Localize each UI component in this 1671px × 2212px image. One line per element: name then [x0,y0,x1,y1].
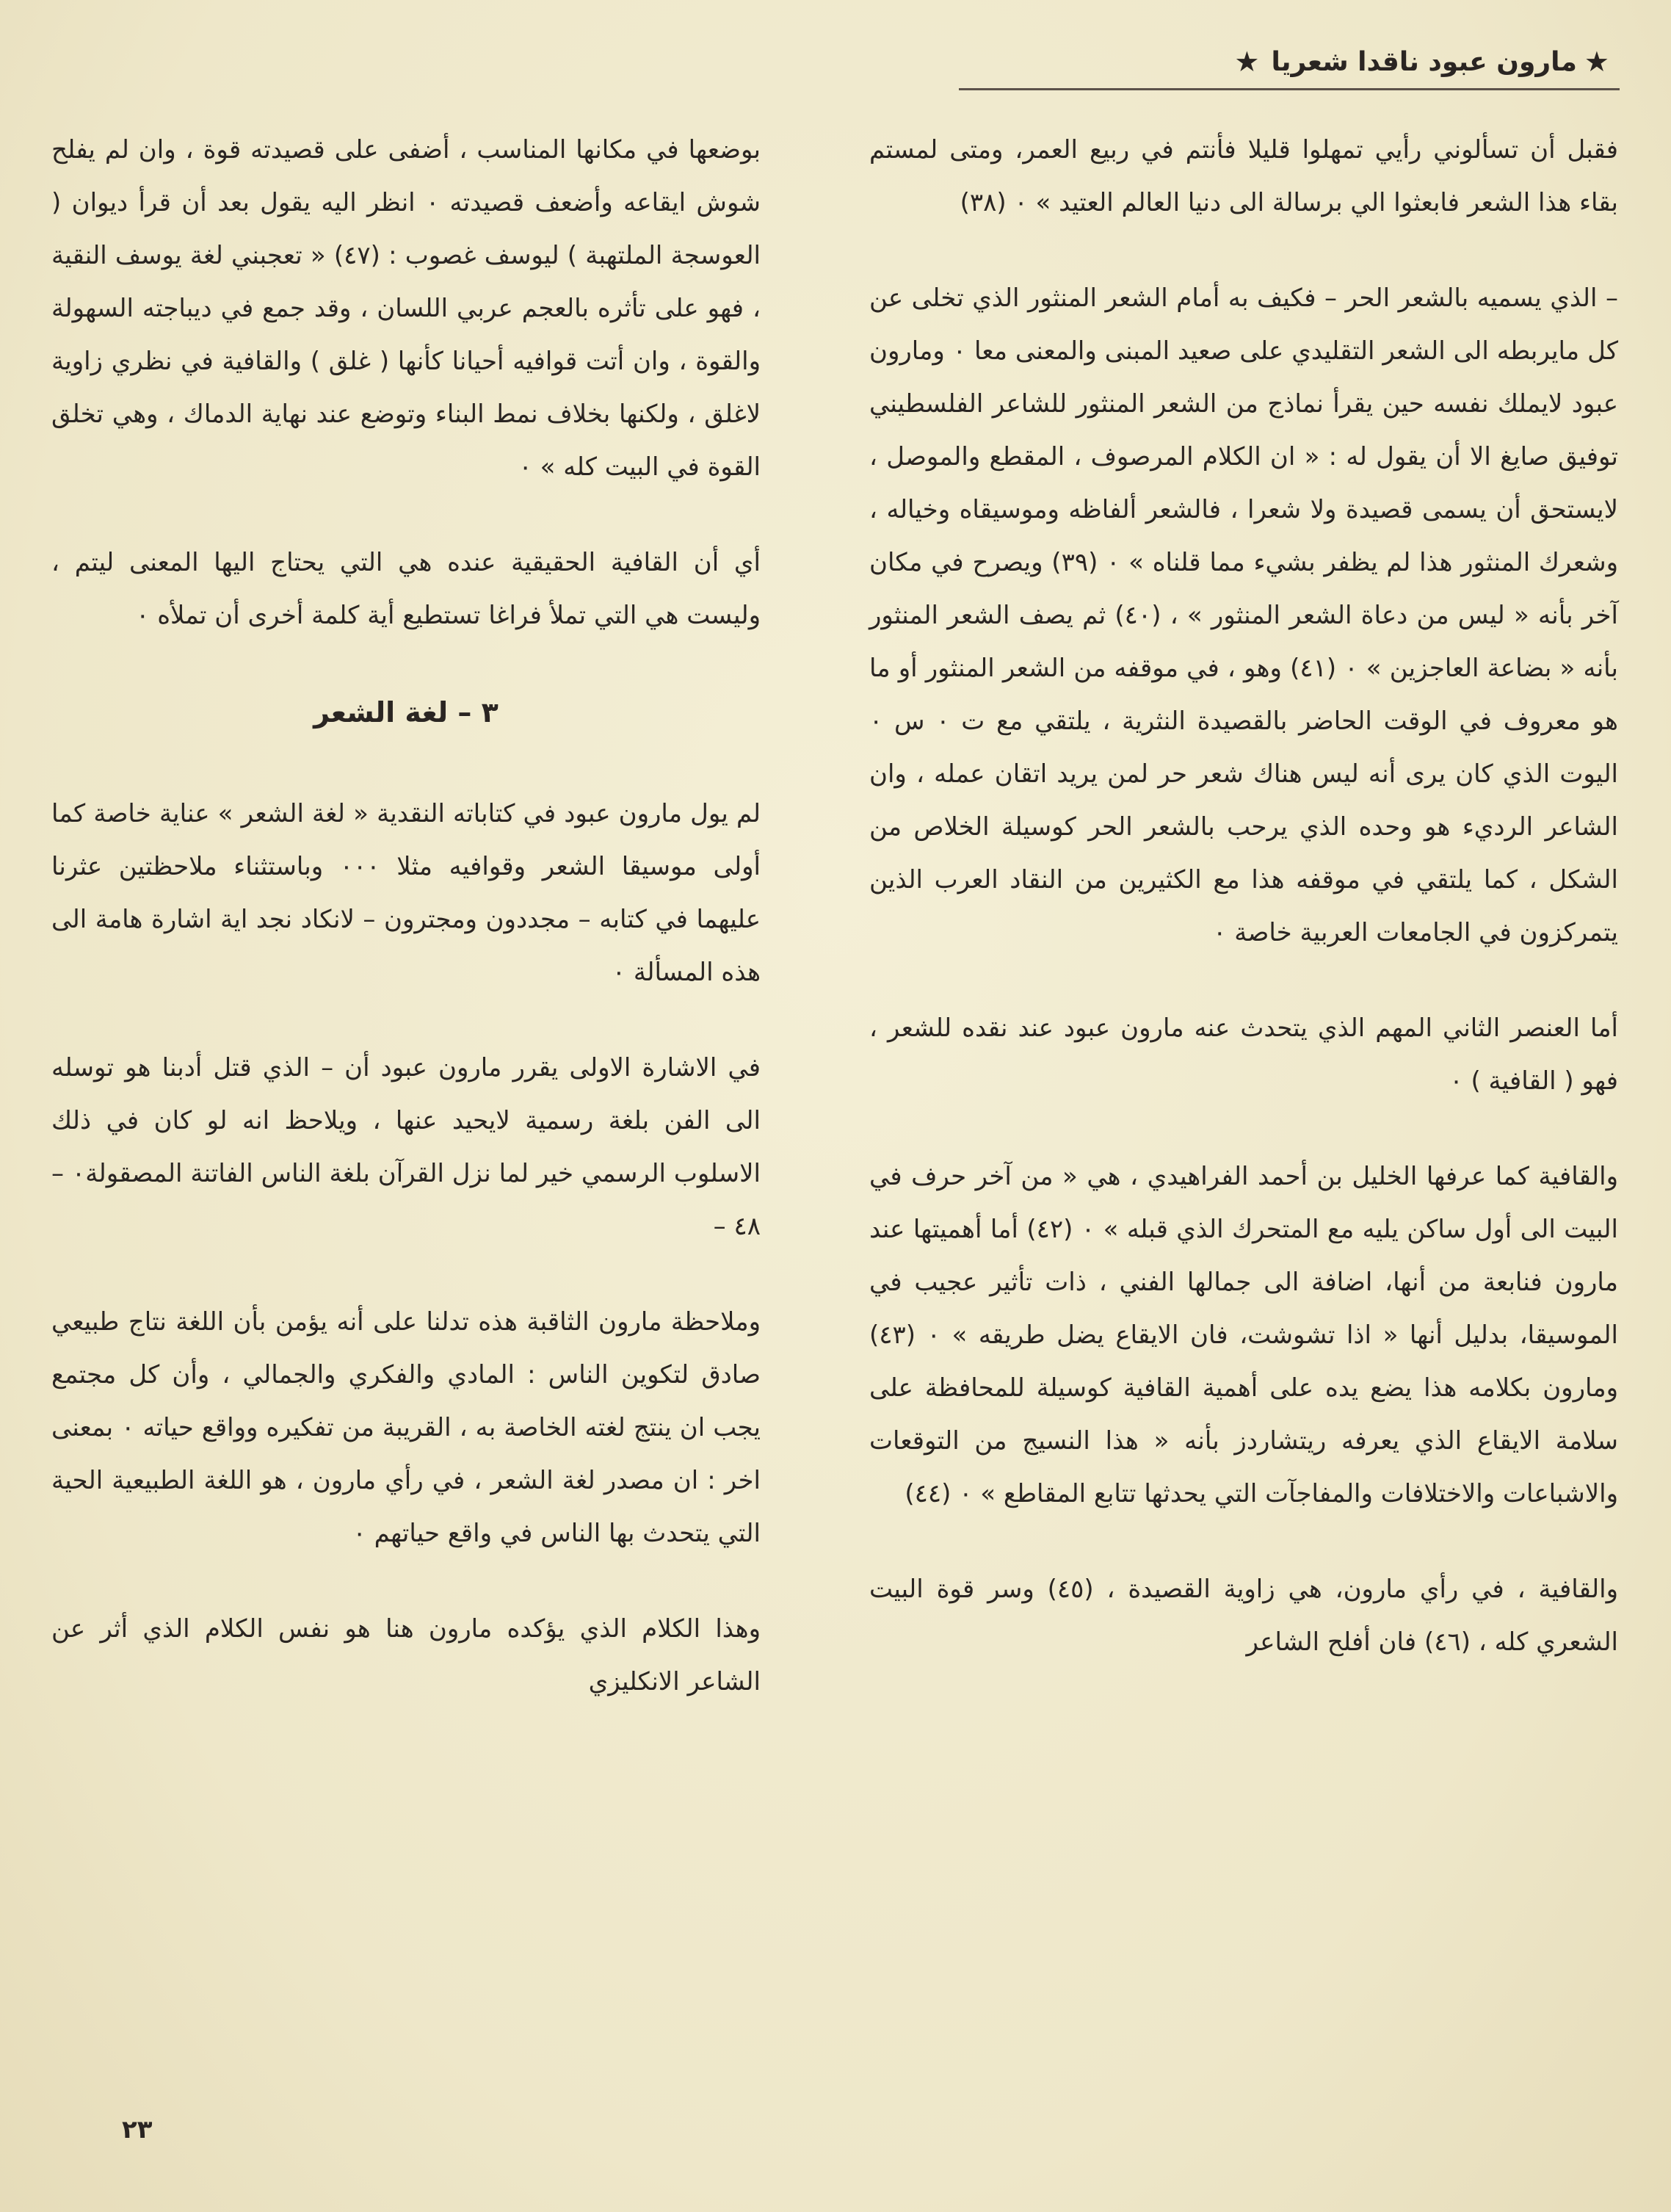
left-column [51,123,761,1751]
star-icon: ★ [1584,46,1614,78]
header-rule [959,88,1620,90]
paragraph: أي أن القافية الحقيقية عنده هي التي يحتاج اليها المعنى ليتم ، وليست هي التي تملأ فراغا تستطيع أية كلمة أخرى أن تملأه ٠ [51,548,761,630]
paragraph: لم يول مارون عبود في كتاباته النقدية « لغة الشعر » عناية خاصة كما أولى موسيقا الشعر وقوافيه مثلا ٠٠٠ وباستثناء ملاحظتين عثرنا عليهما في كتابه – مجددون ومجترون – لانكاد نجد اية اشارة هامة الى هذه المسألة ٠ [51,799,761,987]
right-column [869,123,1618,1711]
star-icon: ★ [1234,46,1264,78]
paragraph: والقافية كما عرفها الخليل بن أحمد الفراهيدي ، هي « من آخر حرف في البيت الى أول ساكن يليه مع المتحرك الذي قبله » ٠ (٤٢) أما أهميتها عند مارون فنابعة من أنها، اضافة الى جمالها الفني ، ذات تأثير عجيب في الموسيقا، بدليل أنها « اذا تشوشت، فان الايقاع يضل طريقه » ٠ (٤٣) ومارون بكلامه هذا يضع يده على أهمية القافية كوسيلة للمحافظة على سلامة الايقاع الذي يعرفه ريتشاردز بأنه « هذا النسيج من التوقعات والاشباعات والاختلافات والمفاجآت التي يحدثها تتابع المقاطع » ٠ (٤٤) [869,1162,1618,1508]
paragraph: والقافية ، في رأي مارون، هي زاوية القصيدة ، (٤٥) وسر قوة البيت الشعري كله ، (٤٦) فان أفلح الشاعر [869,1575,1618,1657]
page-number: ٢٣ [122,2115,153,2144]
paragraph: وملاحظة مارون الثاقبة هذه تدلنا على أنه يؤمن بأن اللغة نتاج طبيعي صادق لتكوين الناس : المادي والفكري والجمالي ، وأن كل مجتمع يجب ان ينتج لغته الخاصة به ، القريبة من تفكيره وواقع حياته ٠ بمعنى اخر : ان مصدر لغة الشعر ، في رأي مارون ، هو اللغة الطبيعية الحية التي يتحدث بها الناس في واقع حياتهم ٠ [51,1307,761,1548]
paragraph: في الاشارة الاولى يقرر مارون عبود أن – الذي قتل أدبنا هو توسله الى الفن بلغة رسمية لايحيد عنها ، ويلاحظ انه لو كان في ذلك الاسلوب الرسمي خير لما نزل القرآن بلغة الناس الفاتنة المصقولة٠ – ٤٨ – [51,1053,761,1241]
running-header-title: مارون عبود ناقدا شعريا [1271,46,1577,77]
paragraph: وهذا الكلام الذي يؤكده مارون هنا هو نفس الكلام الذي أثر عن الشاعر الانكليزي [51,1614,761,1696]
paragraph: بوضعها في مكانها المناسب ، أضفى على قصيدته قوة ، وان لم يفلح شوش ايقاعه وأضعف قصيدته ٠ انظر اليه يقول بعد أن قرأ ديوان ( العوسجة الملتهبة ) ليوسف غصوب : (٤٧) « تعجبني لغة يوسف النقية ، فهو على تأثره بالعجم عربي اللسان ، وقد جمع في ديباجته السهولة والقوة ، وان أتت قوافيه أحيانا كأنها ( غلق ) والقافية في نظري زاوية لاغلق ، ولكنها بخلاف نمط البناء وتوضع عند نهاية الدماك ، وهي تخلق القوة في البيت كله » ٠ [51,135,761,482]
running-header [960,40,1621,84]
section-heading: ٣ – لغة الشعر [313,696,499,729]
paragraph: – الذي يسميه بالشعر الحر – فكيف به أمام الشعر المنثور الذي تخلى عن كل مايربطه الى الشعر التقليدي على صعيد المبنى والمعنى معا ٠ ومارون عبود لايملك نفسه حين يقرأ نماذج من الشعر المنثور للشاعر الفلسطيني توفيق صايغ الا أن يقول له : « ان الكلام المرصوف ، المقطع والموصل ، لايستحق أن يسمى قصيدة ولا شعرا ، فالشعر ألفاظه وموسيقاه وخياله ، وشعرك المنثور هذا لم يظفر بشيء مما قلناه » ٠ (٣٩) ويصرح في مكان آخر بأنه « ليس من دعاة الشعر المنثور » ، (٤٠) ثم يصف الشعر المنثور بأنه « بضاعة العاجزين » ٠ (٤١) وهو ، في موقفه من الشعر المنثور أو ما هو معروف في الوقت الحاضر بالقصيدة النثرية ، يلتقي مع ت ٠ س ٠ اليوت الذي كان يرى أنه ليس هناك شعر حر لمن يريد اتقان عمله ، وان الشاعر الرديء هو وحده الذي يرحب بالشعر الحر كوسيلة الخلاص من الشكل ، كما يلتقي في موقفه هذا مع الكثيرين من النقاد العرب الذين يتمركزون في الجامعات العربية خاصة ٠ [869,283,1619,947]
paragraph: أما العنصر الثاني المهم الذي يتحدث عنه مارون عبود عند نقده للشعر ، فهو ( القافية ) ٠ [869,1013,1618,1096]
paragraph: فقبل أن تسألوني رأيي تمهلوا قليلا فأنتم في ربيع العمر، ومتى لمستم بقاء هذا الشعر فابعثوا الي برسالة الى دنيا العالم العتيد » ٠ (٣٨) [869,135,1618,217]
